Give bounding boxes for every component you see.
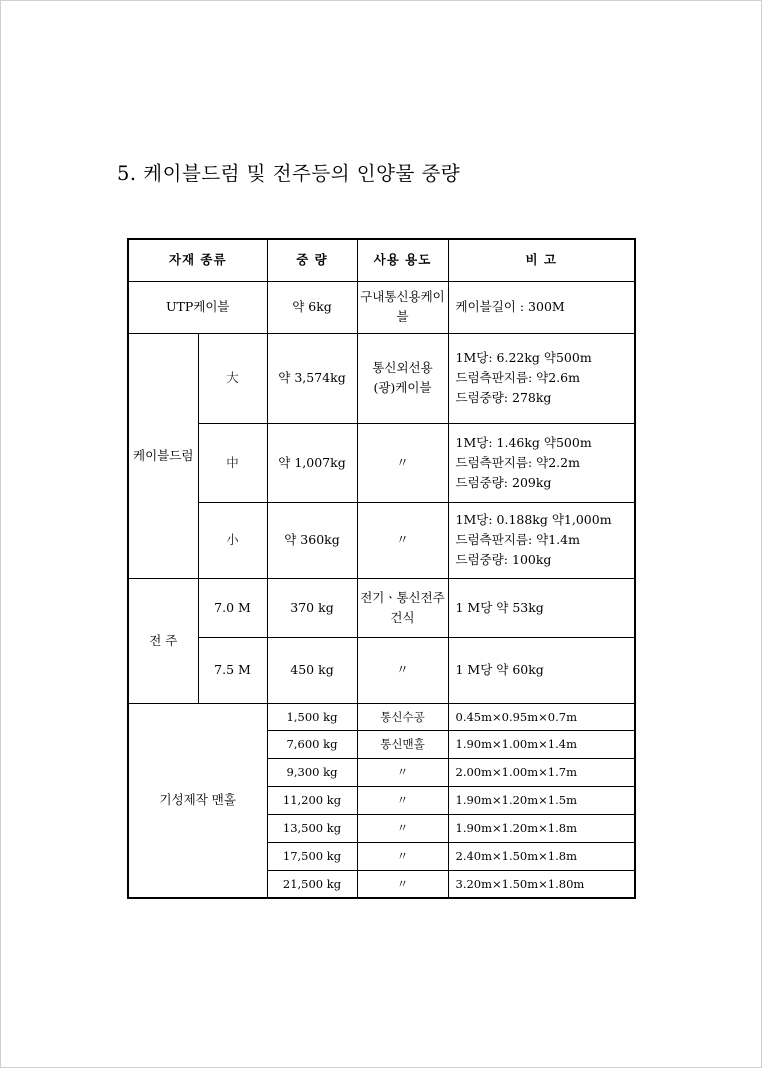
cell-note: 2.00m×1.00m×1.7m — [448, 758, 635, 786]
cell-usage-line: 건식 — [390, 609, 415, 625]
cell-usage: 통신수공 — [357, 703, 448, 730]
cell-usage — [357, 333, 448, 423]
cell-usage: 〃 — [357, 842, 448, 870]
header-weight: 중 량 — [267, 239, 357, 281]
note-line: 드럼중량: 278kg — [455, 390, 552, 405]
cell-usage-line: 구내통신용케이 — [360, 289, 445, 304]
note-line: 드럼측판지름: 약2.2m — [455, 454, 580, 470]
weight-table — [127, 238, 636, 899]
cell-note: 3.20m×1.50m×1.80m — [448, 870, 635, 898]
cell-note: 1.90m×1.20m×1.5m — [448, 786, 635, 814]
cell-weight: 1,500 kg — [267, 703, 357, 730]
cell-usage-line: 전기ㆍ통신전주 — [360, 589, 445, 605]
group-label-manhole: 기성제작 맨홀 — [128, 703, 267, 898]
table-row-drum-small — [128, 502, 635, 578]
cell-usage — [357, 281, 448, 333]
note-line: 1M당: 0.188kg 약1,000m — [455, 512, 612, 527]
cell-usage: 〃 — [357, 786, 448, 814]
note-line: 드럼측판지름: 약1.4m — [455, 532, 580, 547]
group-label-cable-drum: 케이블드럼 — [128, 333, 198, 578]
table-row-drum-large — [128, 333, 635, 423]
table-row-pole-7-5 — [128, 637, 635, 703]
cell-weight: 약 360kg — [267, 502, 357, 578]
cell-weight: 약 6kg — [267, 281, 357, 333]
cell-weight: 약 3,574kg — [267, 333, 357, 423]
cell-note: 2.40m×1.50m×1.8m — [448, 842, 635, 870]
table-row-drum-medium — [128, 423, 635, 502]
table-header-row — [128, 239, 635, 281]
header-usage: 사용 용도 — [357, 239, 448, 281]
cell-size: 大 — [198, 333, 267, 423]
cell-weight: 13,500 kg — [267, 814, 357, 842]
table-row-pole-7-0 — [128, 578, 635, 637]
cell-usage-line: 통신외선용 — [372, 360, 433, 375]
cell-size: 中 — [198, 423, 267, 502]
cell-usage: 〃 — [357, 758, 448, 786]
cell-note: 1 M당 약 60kg — [448, 637, 635, 703]
cell-size: 7.5 M — [198, 637, 267, 703]
table-row-utp — [128, 281, 635, 333]
cell-note — [448, 333, 635, 423]
note-line: 드럼측판지름: 약2.6m — [455, 370, 580, 385]
cell-weight: 450 kg — [267, 637, 357, 703]
cell-usage: 〃 — [357, 502, 448, 578]
cell-size: 小 — [198, 502, 267, 578]
note-line: 1M당: 1.46kg 약500m — [455, 434, 592, 450]
note-line: 드럼중량: 209kg — [455, 474, 552, 490]
cell-usage-line: (광)케이블 — [373, 380, 432, 395]
cell-usage: 〃 — [357, 814, 448, 842]
cell-weight: 370 kg — [267, 578, 357, 637]
cell-weight: 17,500 kg — [267, 842, 357, 870]
group-label-pole: 전 주 — [128, 578, 198, 703]
cell-note — [448, 423, 635, 502]
note-line: 드럼중량: 100kg — [455, 552, 552, 567]
cell-usage: 통신맨홀 — [357, 730, 448, 758]
cell-note: 1 M당 약 53kg — [448, 578, 635, 637]
cell-usage — [357, 578, 448, 637]
cell-usage-line: 블 — [396, 309, 409, 324]
cell-weight: 11,200 kg — [267, 786, 357, 814]
cell-weight: 21,500 kg — [267, 870, 357, 898]
table-row-manhole — [128, 703, 635, 730]
note-line: 1M당: 6.22kg 약500m — [455, 350, 592, 365]
header-remarks: 비 고 — [448, 239, 635, 281]
cell-note: 0.45m×0.95m×0.7m — [448, 703, 635, 730]
cell-note: 1.90m×1.00m×1.4m — [448, 730, 635, 758]
cell-size: 7.0 M — [198, 578, 267, 637]
cell-note — [448, 502, 635, 578]
header-material-type: 자재 종류 — [128, 239, 267, 281]
cell-weight: 7,600 kg — [267, 730, 357, 758]
cell-note: 1.90m×1.20m×1.8m — [448, 814, 635, 842]
cell-type: UTP케이블 — [128, 281, 267, 333]
cell-weight: 약 1,007kg — [267, 423, 357, 502]
page-title: 5. 케이블드럼 및 전주등의 인양물 중량 — [117, 162, 461, 185]
cell-weight: 9,300 kg — [267, 758, 357, 786]
cell-usage: 〃 — [357, 870, 448, 898]
cell-usage: 〃 — [357, 637, 448, 703]
cell-note: 케이블길이 : 300M — [448, 281, 635, 333]
cell-usage: 〃 — [357, 423, 448, 502]
